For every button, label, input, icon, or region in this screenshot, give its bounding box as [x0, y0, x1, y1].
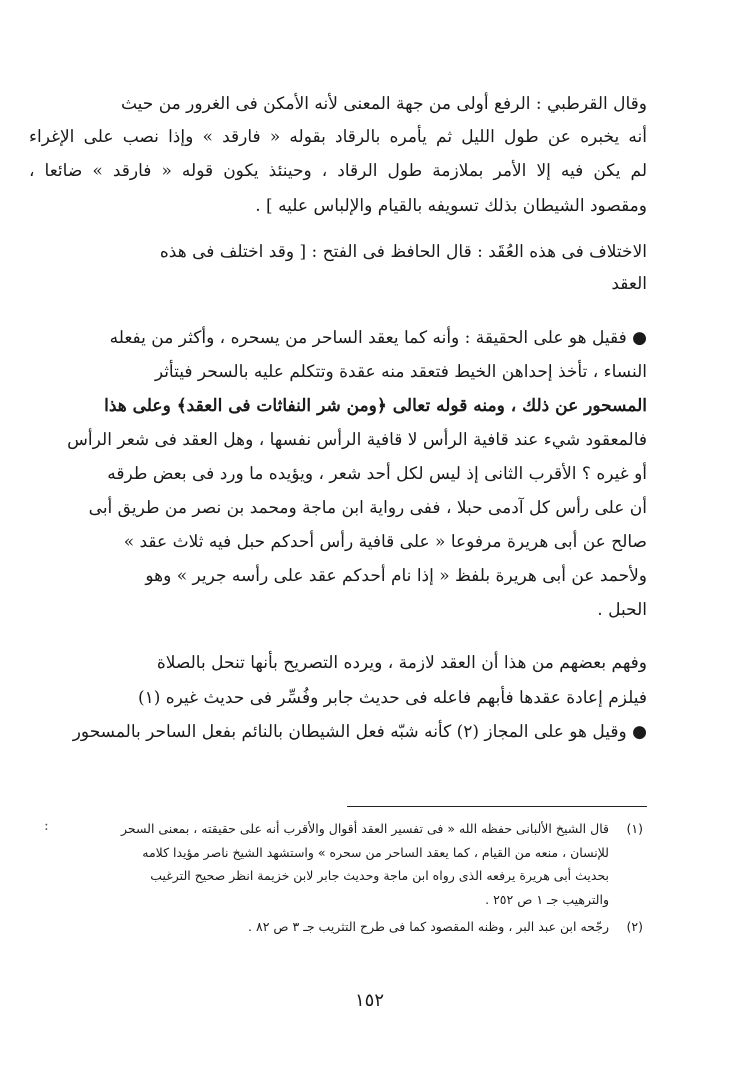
bullet-line-2: ● وقيل هو على المجاز (٢) كأنه شبّه فعل الشيطان بالنائم بفعل الساحر بالمسحور — [72, 722, 647, 742]
footnote-separator — [347, 806, 647, 807]
body-line-8: النساء ، تأخذ إحداهن الخيط فتعقد منه عقدة وتتكلم عليه بالسحر فيتأثر — [154, 362, 647, 382]
body-line-2: أنه يخبره عن طول الليل ثم يأمره بالرقاد بقوله « فارقد » وإذا نصب على الإغراء — [29, 127, 647, 147]
body-line-1: وقال القرطبي : الرفع أولى من جهة المعنى لأنه الأمكن فى الغرور من حيث — [120, 94, 647, 114]
body-line-3: لم يكن فيه إلا الأمر بملازمة طول الرقاد ، وحينئذ يكون قوله « فارقد » ضائعا ، — [29, 161, 647, 181]
footnote-1-number: (١) — [626, 821, 643, 836]
body-line-11: أو غيره ؟ الأقرب الثانى إذ ليس لكل أحد شعر ، ويؤيده ما ورد فى بعض طرقه — [107, 464, 647, 484]
hadith-line-1: صالح عن أبى هريرة مرفوعا « على قافية رأس أحدكم حبل فيه ثلاث عقد » — [123, 532, 647, 552]
margin-mark: : — [44, 818, 49, 834]
footnote-1-line-2: للإنسان ، منعه من القيام ، كما يعقد الساحر من سحره » واستشهد الشيخ ناصر مؤيدا كلامه — [142, 845, 609, 860]
footnote-2-number: (٢) — [626, 919, 643, 934]
body-line-4: ومقصود الشيطان بذلك تسويفه بالقيام والإلباس عليه ] . — [255, 196, 647, 216]
footnote-1-line-3: بحديث أبى هريرة يرفعه الذى رواه ابن ماجة وحديث جابر لابن خزيمة انظر صحيح الترغيب — [150, 868, 609, 883]
body-line-17: فيلزم إعادة عقدها فأبهم فاعله فى حديث جابر وفُسِّر فى حديث غيره (١) — [137, 688, 647, 708]
body-line-10: فالمعقود شيء عند قافية الرأس لا قافية الرأس نفسها ، وهل العقد فى شعر الرأس — [67, 430, 647, 450]
page-number: ١٥٢ — [354, 990, 384, 1011]
body-line-15: الحبل . — [597, 600, 647, 620]
footnote-1-line-1: قال الشيخ الألبانى حفظه الله « فى تفسير العقد أقوال والأقرب أنه على حقيقته ، بمعنى السحر — [121, 821, 609, 836]
footnote-2-line-1: رجّحه ابن عبد البر ، وظنه المقصود كما فى طرح التثريب جـ ٣ ص ٨٢ . — [248, 919, 609, 934]
body-line-16: وفهم بعضهم من هذا أن العقد لازمة ، ويرده التصريح بأنها تنحل بالصلاة — [156, 653, 647, 673]
body-line-6: العقد — [611, 274, 647, 294]
body-line-12: أن على رأس كل آدمى حبلا ، ففى رواية ابن ماجة ومحمد بن نصر من طريق أبى — [88, 498, 647, 518]
quran-verse-line: المسحور عن ذلك ، ومنه قوله تعالى ﴿ومن شر النفاثات فى العقد﴾ وعلى هذا — [104, 396, 647, 416]
footnote-1-line-4: والترهيب جـ ١ ص ٢٥٢ . — [485, 892, 609, 907]
hadith-line-2: ولأحمد عن أبى هريرة بلفظ « إذا نام أحدكم عقد على رأسه جرير » وهو — [145, 566, 647, 586]
bullet-line-1: ● فقيل هو على الحقيقة : وأنه كما يعقد الساحر من يسحره ، وأكثر من يفعله — [109, 328, 647, 348]
section-heading-line: الاختلاف فى هذه العُقَد : قال الحافظ فى الفتح : [ وقد اختلف فى هذه — [159, 242, 647, 262]
